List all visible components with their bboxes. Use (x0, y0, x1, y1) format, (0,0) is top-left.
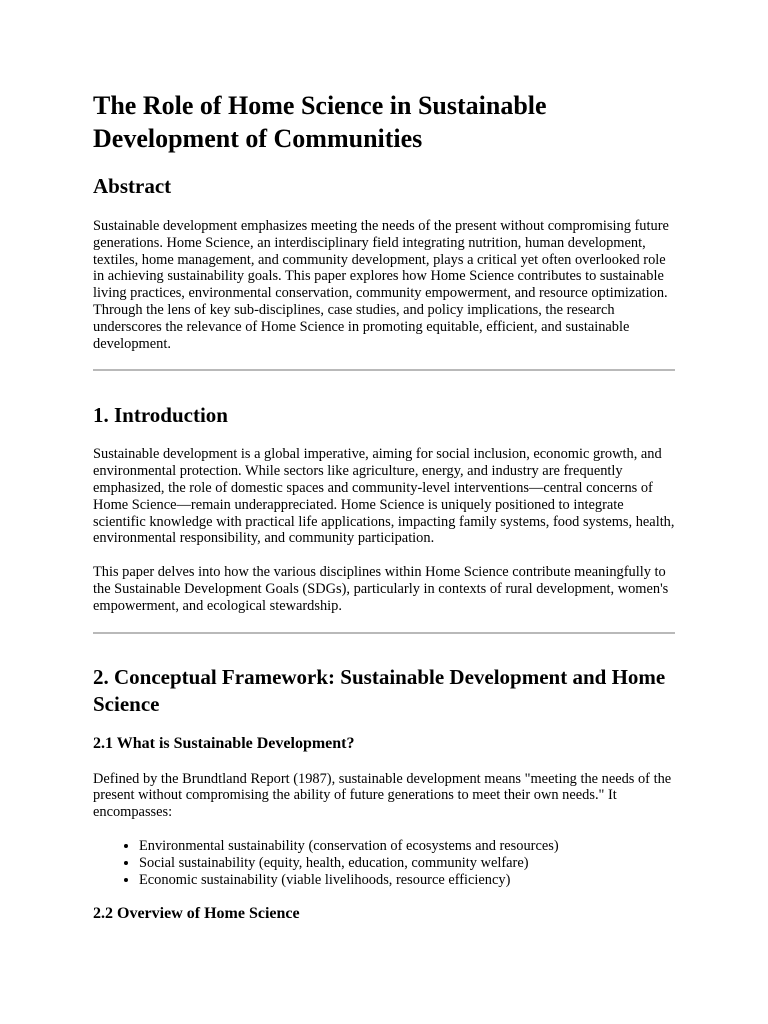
section-divider (93, 632, 675, 634)
abstract-heading: Abstract (93, 174, 172, 198)
introduction-paragraph-1: Sustainable development is a global imperative, aiming for social inclusion, economic growth, and environmental protection. While sectors like agriculture, energy, and industry are frequently emphasized, the role of domestic spaces and community-level interventions—central concerns of Home Science—remain underappreciated. Home Science is uniquely positioned to integrate scientific knowledge with practical life applications, impacting family systems, food systems, health, environmental responsibility, and community participation. (93, 446, 675, 547)
document-title: The Role of Home Science in Sustainable Development of Communities (93, 91, 547, 153)
list-item: • Economic sustainability (viable livelihoods, resource efficiency) (139, 872, 675, 889)
what-is-sd-paragraph: Defined by the Brundtland Report (1987), sustainable development means "meeting the needs of the present without compromising the ability of future generations to meet their own needs." It encompasses: (93, 770, 672, 821)
list-item: • Environmental sustainability (conservation of ecosystems and resources) (139, 838, 675, 855)
what-is-sd-heading: 2.1 What is Sustainable Development? (93, 734, 355, 752)
list-item: • Social sustainability (equity, health, education, community welfare) (139, 855, 675, 872)
sustainability-list (93, 838, 675, 888)
abstract-paragraph: Sustainable development emphasizes meeting the needs of the present without compromising future generations. Home Science, an interdisciplinary field integrating nutrition, human development, textiles, home management, and community development, plays a critical yet often overlooked role in achieving sustainability goals. This paper explores how Home Science contributes to sustainable living practices, environmental conservation, community empowerment, and resource optimization. Through the lens of key sub-disciplines, case studies, and policy implications, the research underscores the relevance of Home Science in promoting equitable, efficient, and sustainable development. (93, 218, 669, 352)
framework-heading: 2. Conceptual Framework: Sustainable Development and Home Science (93, 664, 666, 716)
introduction-heading: 1. Introduction (93, 403, 228, 428)
introduction-paragraph-2: This paper delves into how the various disciplines within Home Science contribute meaningfully to the Sustainable Development Goals (SDGs), particularly in contexts of rural development, women's empowerment, and ecological stewardship. (93, 564, 669, 614)
home-science-overview-heading: 2.2 Overview of Home Science (93, 905, 300, 923)
section-divider (93, 369, 675, 371)
